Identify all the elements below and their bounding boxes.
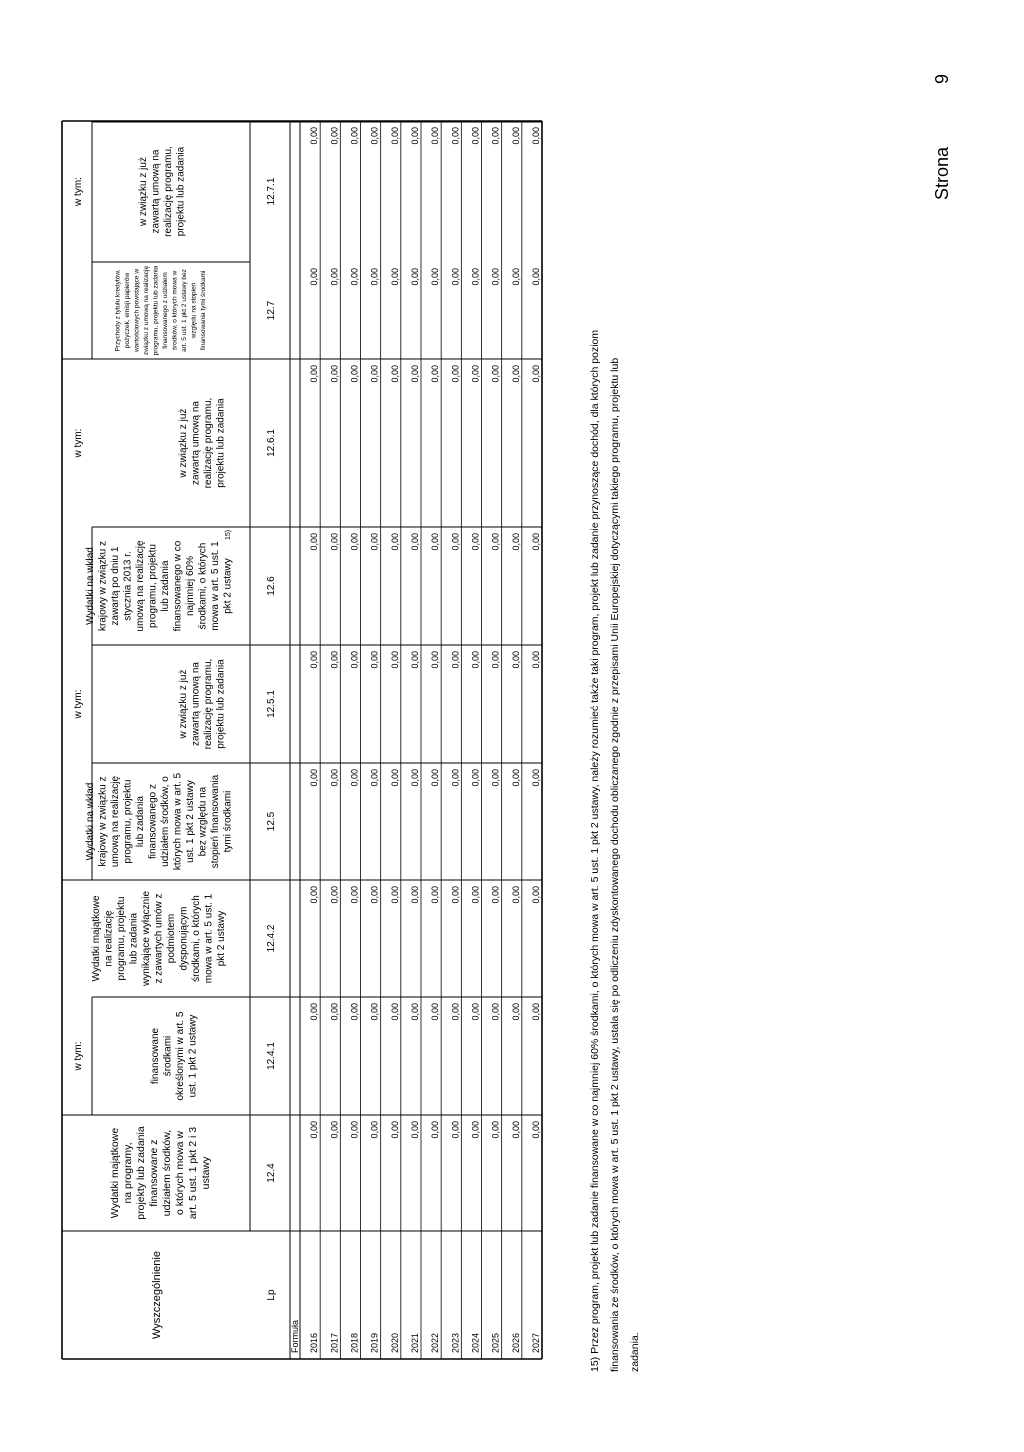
- cell-value: 0,00: [490, 268, 501, 286]
- cell-value: 0,00: [410, 127, 420, 145]
- cell-value: 0,00: [309, 769, 320, 787]
- cell-value: 0,00: [430, 651, 441, 669]
- cell-value: 0,00: [369, 1121, 380, 1139]
- header-wyszczegolnienie-line: Wyszczególnienie: [150, 1251, 163, 1339]
- table-row: [471, 127, 481, 1353]
- cell-value: 0,00: [510, 127, 521, 145]
- table-row: [531, 127, 541, 1353]
- cell-value: 0,00: [349, 533, 360, 551]
- cell-value: 0,00: [531, 886, 541, 904]
- footnote-line: finansowania ze środków, o których mowa w art. 5 ust. 1 pkt 2 ustawy, ustala się po odliczeniu zdyskontowanego dochodu obliczanego zgodnie z przepisami Unii Europejskiej dotyczącymi takiego programu, projektu lub: [609, 357, 621, 1372]
- header-12-4-line: art. 5 ust. 1 pkt 2 i 3: [187, 1126, 200, 1220]
- cell-value: 0,00: [430, 127, 441, 145]
- header-12-5-line: lub zadania: [134, 795, 146, 848]
- cell-value: 0,00: [309, 886, 320, 904]
- header-12-5-line: stopień finansowania: [209, 774, 221, 869]
- cell-value: 0,00: [369, 1003, 380, 1021]
- cell-value: 0,00: [309, 651, 320, 669]
- row-year: 2026: [510, 1332, 521, 1353]
- header-w-tym: w tym:: [73, 428, 84, 458]
- header-12-7-1-line: zawartą umową na: [150, 149, 162, 234]
- header-12-7-line: finansowania tymi środkami: [200, 270, 208, 351]
- header-12-7-1-line: realizację programu,: [162, 146, 174, 237]
- cell-value: 0,00: [450, 651, 461, 669]
- header-12-6-1-line: zawartą umową na: [190, 401, 202, 485]
- header-12-6: [85, 540, 234, 632]
- footnote-line: 15) Przez program, projekt lub zadanie finansowane w co najmniej 60% środkami, o których mowa w art. 5 ust. 1 pkt 2 ustawy, należy rozumieć także taki program, projekt lub zadanie przynoszące dochód, dla których poziom: [589, 329, 601, 1372]
- cell-value: 0,00: [510, 769, 521, 787]
- table-row: [350, 127, 360, 1353]
- header-12-7-line: pożyczek, emisji papierów: [124, 272, 132, 349]
- header-12-5-line: krajowy w związku z: [97, 776, 109, 867]
- cell-value: 0,00: [329, 365, 340, 383]
- header-12-6-line: zawartą po dniu 1: [109, 546, 121, 626]
- table-row: [450, 127, 460, 1353]
- header-12-7-line: środków, o których mowa w: [171, 270, 179, 351]
- header-12-5-line: bez względu na: [197, 786, 209, 857]
- header-12-4-2-line: wynikające wyłącznie: [141, 890, 152, 987]
- header-12-4-1-line: finansowane: [149, 1027, 161, 1085]
- header-12-4-line: o których mowa w: [174, 1130, 187, 1216]
- cell-value: 0,00: [531, 769, 541, 787]
- header-12-4-2-line: na realizację: [103, 910, 115, 967]
- cell-value: 0,00: [329, 651, 340, 669]
- cell-value: 0,00: [349, 651, 360, 669]
- cell-value: 0,00: [470, 886, 481, 904]
- header-12-7-1-line: projektu lub zadania: [175, 146, 187, 237]
- cell-value: 0,00: [410, 769, 420, 787]
- cell-value: 0,00: [309, 533, 320, 551]
- cell-value: 0,00: [450, 127, 461, 145]
- page-number-value: 9: [932, 73, 952, 85]
- header-12-6-line: środkami, o których: [197, 542, 209, 630]
- cell-value: 0,00: [531, 651, 541, 669]
- row-year: 2017: [329, 1332, 340, 1353]
- header-12-6-line: programu, projektu: [147, 544, 159, 628]
- cell-value: 0,00: [450, 1121, 461, 1139]
- cell-value: 0,00: [329, 886, 340, 904]
- cell-value: 0,00: [450, 886, 461, 904]
- row-year: 2016: [309, 1332, 320, 1353]
- header-12-7-line: względu na stopień: [190, 282, 198, 339]
- cell-value: 0,00: [410, 268, 420, 286]
- footnote-line: zadania.: [629, 1332, 641, 1372]
- cell-value: 0,00: [349, 886, 360, 904]
- header-12-6-line: najmniej 60%: [184, 555, 196, 617]
- cell-value: 0,00: [470, 365, 481, 383]
- cell-value: 0,00: [531, 533, 541, 551]
- cell-value: 0,00: [470, 533, 481, 551]
- column-number: 12.4: [266, 1163, 277, 1183]
- cell-value: 0,00: [510, 651, 521, 669]
- cell-value: 0,00: [389, 268, 400, 286]
- cell-value: 0,00: [430, 769, 441, 787]
- cell-value: 0,00: [410, 533, 420, 551]
- header-12-5-1-line: zawartą umową na: [190, 662, 202, 746]
- cell-value: 0,00: [490, 886, 501, 904]
- cell-value: 0,00: [349, 1003, 360, 1021]
- cell-value: 0,00: [470, 268, 481, 286]
- cell-value: 0,00: [490, 533, 501, 551]
- cell-value: 0,00: [470, 1003, 481, 1021]
- row-year: 2019: [369, 1332, 380, 1353]
- header-w-tym: w tym:: [73, 177, 84, 206]
- cell-value: 0,00: [309, 1003, 320, 1021]
- row-year: 2021: [410, 1332, 420, 1353]
- header-12-7: [115, 265, 207, 355]
- cell-value: 0,00: [309, 1121, 320, 1139]
- cell-value: 0,00: [389, 886, 400, 904]
- header-12-4-1-line: środkami: [162, 1035, 174, 1077]
- header-12-7-1-line: w związku z już: [137, 157, 149, 226]
- cell-value: 0,00: [510, 268, 521, 286]
- cell-value: 0,00: [510, 886, 521, 904]
- cell-value: 0,00: [329, 1003, 340, 1021]
- cell-value: 0,00: [531, 1003, 541, 1021]
- column-number: 12.5: [266, 811, 277, 832]
- cell-value: 0,00: [490, 769, 501, 787]
- row-year: 2024: [470, 1332, 481, 1353]
- cell-value: 0,00: [470, 651, 481, 669]
- cell-value: 0,00: [450, 1003, 461, 1021]
- cell-value: 0,00: [510, 365, 521, 383]
- header-12-6-line: krajowy w związku z: [97, 540, 109, 632]
- row-year: 2020: [389, 1332, 400, 1353]
- header-12-6-line: Wydatki na wkład: [84, 547, 96, 625]
- header-12-7-line: Przychody z tytułu kredytów,: [114, 269, 122, 352]
- header-12-4-2-line: programu, projektu: [116, 896, 127, 981]
- table-row: [309, 127, 319, 1353]
- column-number: 12.4.1: [266, 1042, 277, 1070]
- row-year: 2022: [430, 1332, 441, 1353]
- header-12-6-line: stycznia 2013 r.: [122, 551, 134, 621]
- cell-value: 0,00: [430, 1003, 441, 1021]
- cell-value: 0,00: [369, 769, 380, 787]
- header-12-6-line: umową na realizację: [134, 540, 146, 632]
- header-12-7-line: wartościowych powstające w: [133, 268, 141, 353]
- cell-value: 0,00: [531, 127, 541, 145]
- cell-value: 0,00: [490, 651, 501, 669]
- header-12-6-1: [178, 398, 227, 489]
- header-12-4-1: [150, 1011, 199, 1100]
- header-12-6-line: finansowanego w co: [172, 540, 184, 632]
- cell-value: 0,00: [309, 268, 320, 286]
- cell-value: 0,00: [470, 769, 481, 787]
- header-12-4-2-line: podmiotem: [166, 913, 177, 964]
- header-12-5-line: programu, projektu: [122, 779, 134, 864]
- table-row: [390, 127, 400, 1353]
- header-12-7-line: art. 5 ust. 1 pkt 2 ustawy bez: [181, 269, 189, 352]
- footnote-ref: 15): [224, 529, 232, 540]
- cell-value: 0,00: [349, 1121, 360, 1139]
- header-12-4-line: finansowane z: [148, 1139, 161, 1207]
- header-12-5-line: umową na realizację: [109, 775, 121, 868]
- cell-value: 0,00: [410, 365, 420, 383]
- cell-value: 0,00: [369, 268, 380, 286]
- header-12-4-line: na programy,: [122, 1142, 135, 1204]
- header-12-4-line: projekty lub zadania: [135, 1126, 148, 1220]
- cell-value: 0,00: [430, 268, 441, 286]
- cell-value: 0,00: [430, 1121, 441, 1139]
- column-number: 12.6.1: [266, 429, 277, 457]
- page-number: [932, 74, 952, 200]
- header-12-4: [109, 1126, 212, 1220]
- header-12-6-1-line: realizację programu,: [202, 397, 214, 489]
- cell-value: 0,00: [450, 533, 461, 551]
- cell-value: 0,00: [470, 127, 481, 145]
- cell-value: 0,00: [490, 127, 501, 145]
- header-12-5-1-line: w związku z już: [177, 669, 189, 739]
- table-row: [430, 127, 440, 1353]
- page-label: Strona: [932, 147, 952, 201]
- header-12-5-1-line: projektu lub zadania: [215, 659, 227, 749]
- cell-value: 0,00: [450, 769, 461, 787]
- cell-value: 0,00: [349, 365, 360, 383]
- cell-value: 0,00: [349, 268, 360, 286]
- header-12-6-line: mowa w art. 5 ust. 1: [209, 541, 221, 631]
- header-12-5-line: tymi środkami: [222, 790, 234, 853]
- header-12-5-1-line: realizację programu,: [202, 658, 214, 750]
- header-12-4-2-line: środkami, o których: [191, 895, 202, 982]
- header-w-tym: w tym:: [73, 1041, 84, 1071]
- header-12-5: [85, 772, 234, 870]
- cell-value: 0,00: [389, 533, 400, 551]
- cell-value: 0,00: [430, 533, 441, 551]
- cell-value: 0,00: [430, 365, 441, 383]
- cell-value: 0,00: [329, 769, 340, 787]
- cell-value: 0,00: [329, 533, 340, 551]
- table-row: [511, 127, 521, 1353]
- row-year: 2018: [349, 1332, 360, 1353]
- cell-value: 0,00: [470, 1121, 481, 1139]
- cell-value: 0,00: [369, 365, 380, 383]
- header-12-4-line: udziałem środków,: [161, 1129, 174, 1217]
- header-12-4-2: [91, 891, 227, 987]
- header-12-5-line: ust. 1 pkt 2 ustawy: [184, 780, 196, 863]
- cell-value: 0,00: [309, 127, 320, 145]
- header-12-7-1: [138, 146, 187, 237]
- cell-value: 0,00: [531, 365, 541, 383]
- table-row: [370, 127, 380, 1353]
- cell-value: 0,00: [490, 1121, 501, 1139]
- cell-value: 0,00: [490, 1003, 501, 1021]
- footnote: [589, 330, 641, 1372]
- cell-value: 0,00: [389, 1003, 400, 1021]
- column-number: 12.7.1: [266, 177, 277, 206]
- header-w-tym: w tym:: [73, 689, 84, 719]
- header-wyszczegolnienie: [151, 1251, 163, 1339]
- cell-value: 0,00: [389, 651, 400, 669]
- budget-table: [62, 121, 542, 1359]
- header-12-5-line: których mowa w art. 5: [172, 772, 184, 871]
- header-12-4-line: Wydatki majątkowe: [109, 1127, 122, 1219]
- header-12-5-line: udziałem środków, o: [159, 776, 171, 867]
- cell-value: 0,00: [490, 365, 501, 383]
- cell-value: 0,00: [531, 268, 541, 286]
- cell-value: 0,00: [410, 886, 420, 904]
- formula-label: Formuła: [290, 1319, 300, 1353]
- header-12-4-2-line: dysponującym: [178, 906, 190, 971]
- column-number: 12.5.1: [266, 690, 277, 718]
- column-number: 12.4.2: [266, 924, 277, 953]
- cell-value: 0,00: [510, 533, 521, 551]
- cell-value: 0,00: [329, 1121, 340, 1139]
- header-12-6-line: pkt 2 ustawy: [222, 558, 234, 614]
- row-year: 2025: [490, 1332, 501, 1353]
- header-12-7-line: finansowanego z udziałem: [162, 272, 170, 349]
- header-12-7-line: związku z umową na realizację: [143, 265, 151, 356]
- cell-value: 0,00: [389, 769, 400, 787]
- header-12-4-1-line: określonymi w art. 5: [174, 1011, 186, 1101]
- cell-value: 0,00: [531, 1121, 541, 1139]
- header-12-6-1-line: w związku z już: [177, 408, 189, 478]
- cell-value: 0,00: [410, 651, 420, 669]
- cell-value: 0,00: [349, 769, 360, 787]
- cell-value: 0,00: [329, 127, 340, 145]
- cell-value: 0,00: [389, 1121, 400, 1139]
- header-12-4-2-line: lub zadania: [128, 912, 140, 965]
- header-12-6-1-line: projektu lub zadania: [215, 398, 227, 488]
- header-12-5-line: finansowanego z: [147, 783, 159, 860]
- cell-value: 0,00: [329, 268, 340, 286]
- cell-value: 0,00: [369, 651, 380, 669]
- cell-value: 0,00: [349, 127, 360, 145]
- cell-value: 0,00: [309, 365, 320, 383]
- cell-value: 0,00: [510, 1003, 521, 1021]
- cell-value: 0,00: [450, 268, 461, 286]
- column-number: 12.6: [266, 576, 277, 596]
- header-12-4-2-line: pkt 2 ustawy: [216, 910, 227, 967]
- header-12-4-1-line: ust. 1 pkt 2 ustawy: [187, 1014, 199, 1098]
- header-12-5-1: [178, 659, 227, 750]
- table-row: [410, 127, 420, 1353]
- header-12-4-line: ustawy: [200, 1156, 213, 1190]
- header-12-4-2-line: mowa w art. 5 ust. 1: [203, 893, 215, 984]
- cell-value: 0,00: [510, 1121, 521, 1139]
- cell-value: 0,00: [430, 886, 441, 904]
- row-year: 2023: [450, 1332, 461, 1353]
- cell-value: 0,00: [410, 1003, 420, 1021]
- cell-value: 0,00: [410, 1121, 420, 1139]
- cell-value: 0,00: [369, 127, 380, 145]
- table-row: [491, 127, 501, 1353]
- cell-value: 0,00: [369, 886, 380, 904]
- row-year: 2027: [531, 1332, 541, 1353]
- header-12-4-2-line: z zawartych umów z: [153, 893, 165, 984]
- cell-value: 0,00: [450, 365, 461, 383]
- lp-label: Lp: [266, 1289, 277, 1301]
- header-12-6-line: lub zadania: [159, 560, 171, 612]
- cell-value: 0,00: [369, 533, 380, 551]
- header-12-7-line: programu, projektu lub zadania: [152, 265, 160, 356]
- cell-value: 0,00: [389, 365, 400, 383]
- header-12-4-2-line: Wydatki majątkowe: [91, 895, 102, 982]
- header-12-5-line: Wydatki na wkład: [84, 782, 96, 861]
- column-number: 12.7: [266, 300, 277, 321]
- cell-value: 0,00: [389, 127, 400, 145]
- table-row: [329, 127, 339, 1353]
